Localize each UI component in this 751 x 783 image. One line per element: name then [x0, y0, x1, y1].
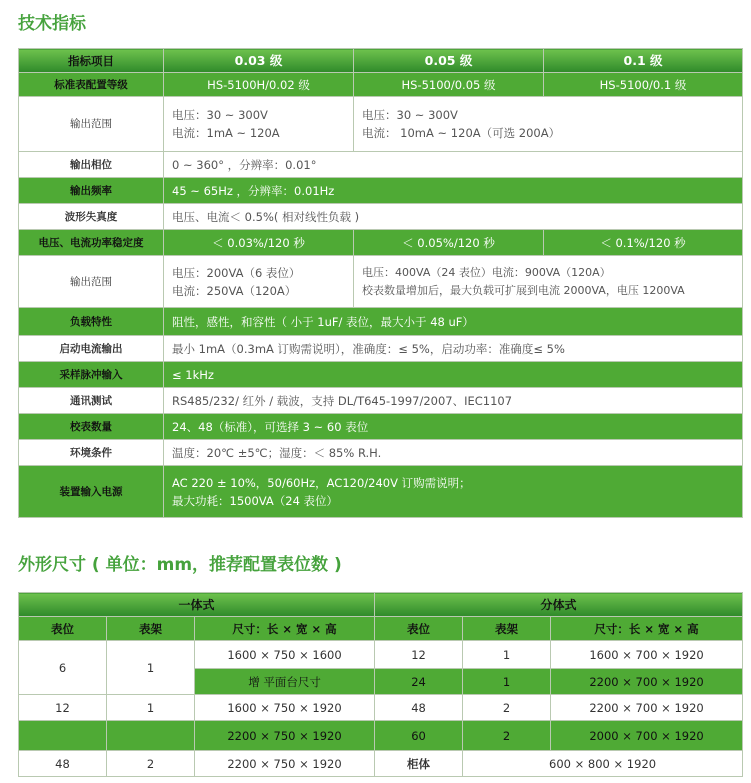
spec-header-class-005: 0.05 级: [354, 49, 544, 73]
dims-column-header-row: [19, 617, 743, 641]
spec-label: 电压、电流功率稳定度: [19, 230, 164, 256]
spec-label: 装置输入电源: [19, 466, 164, 518]
spec-value: 温度：20℃ ±5℃；湿度：＜ 85% R.H.: [164, 440, 743, 466]
spec-value: HS-5100/0.1 级: [544, 73, 743, 97]
dims-cell: 48: [375, 695, 463, 721]
dims-cell: 2200 × 750 × 1920: [195, 721, 375, 751]
dims-cell: 2200 × 700 × 1920: [551, 695, 743, 721]
dims-col-size: 尺寸：长 × 宽 × 高: [551, 617, 743, 641]
spec-value: [354, 97, 743, 152]
dims-cell: 12: [375, 641, 463, 669]
spec-label: 通讯测试: [19, 388, 164, 414]
dims-cell: 1: [463, 641, 551, 669]
dims-cell-empty: [19, 721, 107, 751]
spec-line: AC 220 ± 10%，50/60Hz，AC120/240V 订购需说明；: [172, 475, 471, 490]
spec-value: RS485/232/ 红外 / 载波，支持 DL/T645-1997/2007、IEC1107: [164, 388, 743, 414]
spec-header-item: 指标项目: [19, 49, 164, 73]
spec-value: [164, 466, 743, 518]
dims-group-row: [19, 593, 743, 617]
spec-line: 电流：1mA ~ 120A: [172, 126, 280, 140]
dims-cabinet-label: 柜体: [375, 751, 463, 777]
dims-cell: 2: [107, 751, 195, 777]
spec-label: 输出相位: [19, 152, 164, 178]
spec-row-pulse: [19, 362, 743, 388]
spec-label: 校表数量: [19, 414, 164, 440]
spec-value: ＜ 0.05%/120 秒: [354, 230, 544, 256]
dims-cell: 6: [19, 641, 107, 695]
spec-row-start-current: [19, 336, 743, 362]
spec-header-class-01: 0.1 级: [544, 49, 743, 73]
dims-cell: 1: [463, 669, 551, 695]
spec-label: 负载特性: [19, 308, 164, 336]
spec-row-count: [19, 414, 743, 440]
spec-section-title: 技术指标: [18, 14, 86, 34]
spec-line: 电压：400VA（24 表位）电流：900VA（120A）: [362, 265, 611, 279]
spec-row-stability: [19, 230, 743, 256]
dims-cell: 24: [375, 669, 463, 695]
dims-section-title: 外形尺寸 ( 单位：mm，推荐配置表位数 ): [18, 555, 342, 575]
dims-cell: 2: [463, 695, 551, 721]
spec-row-phase: [19, 152, 743, 178]
spec-row-load: [19, 308, 743, 336]
spec-value: ＜ 0.03%/120 秒: [164, 230, 354, 256]
spec-value: [164, 97, 354, 152]
spec-value: ＜ 0.1%/120 秒: [544, 230, 743, 256]
dims-col-rack: 表架: [463, 617, 551, 641]
spec-label: 采样脉冲输入: [19, 362, 164, 388]
table-row: [19, 751, 743, 777]
dims-cell: 2000 × 700 × 1920: [551, 721, 743, 751]
dims-cell: 1: [107, 641, 195, 695]
dims-group-integrated: 一体式: [19, 593, 375, 617]
spec-row-distortion: [19, 204, 743, 230]
dims-cell: 1600 × 750 × 1920: [195, 695, 375, 721]
table-row: [19, 641, 743, 669]
dims-cell: 增 平面台尺寸: [195, 669, 375, 695]
dims-cell: 1600 × 700 × 1920: [551, 641, 743, 669]
spec-label: 环境条件: [19, 440, 164, 466]
spec-line: 校表数量增加后，最大负载可扩展到电流 2000VA，电压 1200VA: [362, 283, 685, 297]
spec-value: [354, 256, 743, 308]
dims-col-size: 尺寸：长 × 宽 × 高: [195, 617, 375, 641]
spec-value: 最小 1mA（0.3mA 订购需说明），准确度：≤ 5%，启动功率：准确度≤ 5%: [164, 336, 743, 362]
spec-line: 电流：250VA（120A）: [172, 283, 297, 298]
spec-label: 标准表配置等级: [19, 73, 164, 97]
spec-row-output-range: [19, 97, 743, 152]
spec-value: 0 ~ 360° ，分辨率：0.01°: [164, 152, 743, 178]
dims-col-position: 表位: [375, 617, 463, 641]
dims-cell-empty: [107, 721, 195, 751]
spec-table: [18, 48, 743, 518]
dims-cell: 1600 × 750 × 1600: [195, 641, 375, 669]
spec-value: HS-5100H/0.02 级: [164, 73, 354, 97]
dims-group-split: 分体式: [375, 593, 743, 617]
dims-cabinet-size: 600 × 800 × 1920: [463, 751, 743, 777]
dims-cell: 2: [463, 721, 551, 751]
dims-cell: 60: [375, 721, 463, 751]
spec-value: [164, 256, 354, 308]
spec-value: 45 ~ 65Hz ，分辨率：0.01Hz: [164, 178, 743, 204]
spec-header-class-003: 0.03 级: [164, 49, 354, 73]
spec-value: HS-5100/0.05 级: [354, 73, 544, 97]
dims-cell: 2200 × 750 × 1920: [195, 751, 375, 777]
dims-col-position: 表位: [19, 617, 107, 641]
dimensions-table: [18, 592, 743, 777]
spec-label: 波形失真度: [19, 204, 164, 230]
table-row: [19, 721, 743, 751]
table-row: [19, 695, 743, 721]
dims-col-rack: 表架: [107, 617, 195, 641]
spec-row-comm: [19, 388, 743, 414]
spec-line: 电压：200VA（6 表位）: [172, 265, 301, 280]
spec-value: ≤ 1kHz: [164, 362, 743, 388]
dims-cell: 1: [107, 695, 195, 721]
spec-line: 电压：30 ~ 300V: [172, 108, 268, 122]
spec-label: 输出范围: [19, 256, 164, 308]
spec-row-power-range: [19, 256, 743, 308]
dims-cell: 2200 × 700 × 1920: [551, 669, 743, 695]
spec-row-config: [19, 73, 743, 97]
spec-line: 最大功耗：1500VA（24 表位）: [172, 493, 339, 508]
dims-cell: 12: [19, 695, 107, 721]
spec-line: 电流： 10mA ~ 120A（可选 200A）: [362, 126, 561, 140]
spec-value: 24、48（标准），可选择 3 ~ 60 表位: [164, 414, 743, 440]
spec-row-environment: [19, 440, 743, 466]
spec-label: 输出范围: [19, 97, 164, 152]
spec-value: 电压、电流＜ 0.5%( 相对线性负载 ): [164, 204, 743, 230]
spec-label: 输出频率: [19, 178, 164, 204]
spec-value: 阻性，感性，和容性（ 小于 1uF/ 表位，最大小于 48 uF）: [164, 308, 743, 336]
spec-label: 启动电流输出: [19, 336, 164, 362]
dims-cell: 48: [19, 751, 107, 777]
spec-line: 电压：30 ~ 300V: [362, 108, 458, 122]
spec-row-frequency: [19, 178, 743, 204]
spec-row-power-input: [19, 466, 743, 518]
spec-header-row: [19, 49, 743, 73]
